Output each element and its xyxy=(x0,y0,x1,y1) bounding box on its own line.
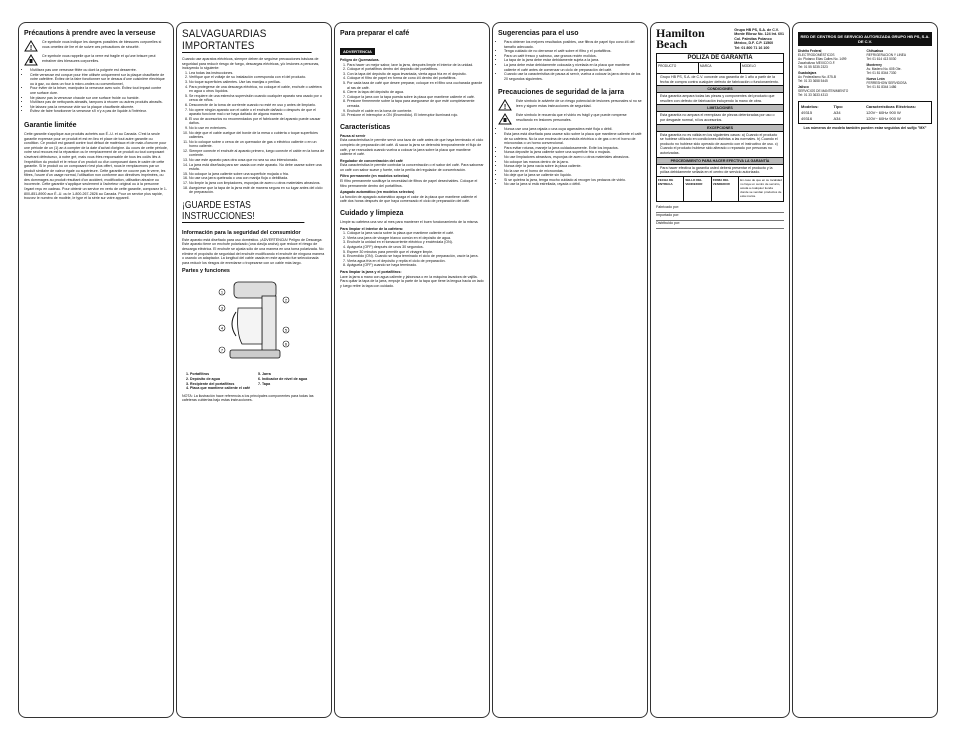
product-field[interactable]: PRODUCTO xyxy=(657,63,699,73)
fr-warning-2: Ce symbole vous rappelle que la verre est fragile et qu'une brisure peut entraîner des blessures corporelles. xyxy=(24,54,168,66)
fr-guarantee-text: Cette garantie s'applique aux produits achetés aux É.-U. et au Canada. C'est la seule garantie expresse pour ce produit et est en lieu et place de tout autre garantie ou condition. Ce produit est garanti contre tout défaut de matériaux et de main-d'oeuvre pour une période de un (1) an à compter de la date d'achat d'origine. Au cours de cette période, votre seul recours est la réparation ou le remplacement de ce produit ou tout composant s'avérant défectueux, à notre gré, mais vous êtes responsable de tous les coûts liés à l'expédition du produit et le retour d'un produit ou d'un composant dans le cadre de cette garantie. Si le produit ou un composant n'est plus offert, nous le remplacerons par un produit similaire de valeur égale ou supérieure. Cette garantie ne couvre pas le verre, les filtres, l'usure d'un usage normal, l'utilisation non conforme aux directives imprimées, ou des dommages au produit résultant d'un accident, modification, utilisation abusive ou incorrecte. Cette garantie s'applique seulement à l'acheteur original ou à la personne l'ayant reçu en cadeau. Pour obtenir un service en vertu de cette garantie, composez le 1-800-851-8900 aux É.-U. ou le 1-800-267-2826 au Canada. Pour un service plus rapide, trouvez le numéro de modèle, le type et la série sur votre appareil. xyxy=(24,131,168,201)
page-service-centers xyxy=(792,22,938,718)
svg-text:3: 3 xyxy=(220,305,224,311)
manufacturer-line[interactable]: Fabricado por: xyxy=(656,205,784,213)
service-network-title: RED DE CENTROS DE SERVICIO AUTORIZADA GRUPO HB PS, S.A. DE C.V. xyxy=(798,32,932,46)
sug-title: Sugerencias para el uso xyxy=(498,30,579,37)
page-suggestions: Sugerencias para el uso • Para obtener los mejores resultados posibles, use filtros de papel tipo cono #4 del tamaño adecuado. • Tenga cuidado de no derramar el café sobre el filtro y el portafiltros. • Para un café fresco y sabroso, use granos recién molidos. • La tapa de la jarra debe estar debidamente sujeta a la jarra. • La jarra debe estar debidamente colocada y nivelada en la placa que mantiene caliente el café antes de comenzar un ciclo de preparación del café. • Cuando use la característica de pausa al servir, vuelva a colocar la jarra dentro de los 20 segundos siguientes. Precauciones de seguridad de la jarra ! Este símbolo le advierte de un riesgo potencial de lesiones personales si no se leen y siguen estas instrucciones de seguridad. Este símbolo le recuerda que el vidrio es frágil y que puede romperse resultando en lesiones personales. • Nunca use una jarra rajada o una cuya agarradera esté floja o débil. • Esta jarra está diseñada para usarse sólo sobre la placa que mantiene caliente el café de su cafetera. No la use encima de una estufa eléctrica o de gas o en el horno de microondas o un horno convencional. • Para evitar roturas, maneje la jarra cuidadosamente. Evite los impactos. • Nunca deposite la jarra caliente sobre una superficie fría o mojada. • No use limpiadores abrasivos, esponjas de acero u otros materiales abrasivos. • No coloque las manos dentro de la jarra. • Nunca deje la jarra vacía sobre la placa caliente. • No la use en el horno de microondas. • No deje que la jarra se caliente sin líquido. • Si se quiebra la jarra, tenga mucho cuidado al recoger los pedazos de vidrio. • No use la jarra si está estrellada, rayada o débil. xyxy=(492,22,648,718)
glass-warning-icon xyxy=(24,54,38,66)
care-title: Cuidado y limpieza xyxy=(340,210,404,218)
jarra-bullets: • Nunca use una jarra rajada o una cuya agarradera esté floja o débil. • Esta jarra está diseñada para usarse sólo sobre la placa que mantiene caliente el café de su cafetera. No la use encima de una estufa eléctrica o de gas o en el horno de microondas o un horno convencional. • Para evitar roturas, maneje la jarra cuidadosamente. Evite los impactos. • Nunca deposite la jarra caliente sobre una superficie fría o mojada. • No use limpiadores abrasivos, esponjas de acero u otros materiales abrasivos. • No coloque las manos dentro de la jarra. • Nunca deje la jarra vacía sobre la placa caliente. • No la use en el horno de microondas. • No deje que la jarra se caliente sin líquido. • Si se quiebra la jarra, tenga mucho cuidado al recoger los pedazos de vidrio. • No use la jarra si está estrellada, rayada o débil. xyxy=(498,127,642,187)
glass-warning-icon xyxy=(498,113,512,125)
page-french xyxy=(18,22,174,718)
company-address: Grupo HB PS, S.A. de C.V. Monte Elbruz No. 124 Int. 601 Col. Palmitas Polanco México, D.F. C.P. 11560 Tel: 01 800 71 16 100 xyxy=(734,28,784,50)
prep-steps: 1. Para hacer un mejor sabor, lave la jarra, después limpie el interior de la unidad. 2. Coloque el portafiltros dentro del depósito del portafiltros. 3. Con la tapa del depósito de agua levantada, vierta agua fría en el depósito. 4. Coloque el filtro de papel en forma de cono #4 dentro del portafiltros. 5. Por cada taza de café que desee preparar, coloque en el filtro una cucharada grande al ras de café. 6. Cierre la tapa del depósito de agua. 7. Coloque la jarra con la tapa puesta sobre la placa que mantiene caliente el café. 8. Presione firmemente sobre la tapa para asegurarse de que esté completamente cerrada. 9. Enchufe el cable en la toma de corriente. 10. Presione el interruptor a ON (Encendido). El interruptor iluminará rojo. xyxy=(340,63,484,118)
hamilton-beach-logo: Hamilton Beach xyxy=(656,26,705,51)
es-title: SALVAGUARDIAS IMPORTANTES xyxy=(182,28,312,53)
coffeemaker-illustration-icon xyxy=(214,278,294,368)
importer-line[interactable]: Importado por: xyxy=(656,213,784,221)
seller-signature-field[interactable]: FIRMA DEL VENDEDOR xyxy=(712,177,739,201)
service-centers-col-1: Distrito Federal ELECTRODOMÉSTICOS Av. Plutarco Elías Calles No. 1499 Zacahuitzco MEXICO D.F. Tel: 01 55 5235 2323 Guadalajara Av. Federalismo No. 875-B Tel: 01 33 3658 5445 Jalisco SERVICIOS DE MANTENIMIENTO Tel: 01 33 3633 4313 xyxy=(798,49,849,97)
svg-text:1: 1 xyxy=(220,289,224,295)
warning-triangle-icon xyxy=(24,40,38,52)
fr-title: Précautions à prendre avec la verseuse xyxy=(24,30,156,37)
fr-bullets: • N'utilisez pas une verseuse fêlée ou dont la poignée est desserrée. • Cette verseuse est conçue pour être utilisée uniquement sur la plaque chauffante de votre cafetière. Évitez de la faire fonctionner sur le dessus d'une cuisinière électrique ou à gaz, ou dans un four à micro-ondes ou conventionnel. • Pour éviter de la briser, manipulez la verseuse avec soin. Évitez tout impact contre une surface dure. • Ne placez pas la verseuse chaude sur une surface froide ou humide. • N'utilisez pas de nettoyants abrasifs, tampons à récurer ou autres produits abrasifs. • Ne laissez pas la verseuse vide sur la plaque chauffante allumée. • Évitez de faire fonctionner la verseuse s'il n'y a pas de liquide à l'intérieur. xyxy=(24,68,168,114)
jarra-title: Precauciones de seguridad de la jarra xyxy=(498,89,625,97)
warranty-box: PÓLIZA DE GARANTÍA PRODUCTO MARCA MODELO Grupo HB PS, S.A. de C.V. concede una garantía de 1 año a partir de la fecha de compra contra cualquier defecto de fabricación o funcionamiento. CONDICIONES Esta garantía ampara todas las piezas y componentes del producto que resulten con defecto de fabricación incluyendo la mano de obra. LIMITACIONES Esta garantía no ampara el reemplazo de piezas deterioradas por uso o por desgaste normal, ni los accesorios. EXCEPCIONES Esta garantía no es válida en los siguientes casos: a) Cuando el producto se hubiese utilizado en condiciones distintas a las normales. b) Cuando el producto no hubiese sido operado de acuerdo con el instructivo de uso. c) Cuando el producto hubiese sido alterado o reparado por personas no autorizadas. PROCEDIMIENTO PARA HACER EFECTIVA LA GARANTÍA Para hacer efectiva la garantía usted deberá presentar el producto y la póliza debidamente sellada en el centro de servicio autorizado. FECHA DE ENTREGA SELLO DEL VENDEDOR FIRMA DEL VENDEDOR En caso de que en su localidad no haya un centro de servicio, acuda a cualquier tienda donde se vendan productos de esta marca. xyxy=(656,53,784,202)
svg-text:!: ! xyxy=(503,104,507,112)
prep-title: Para preparar el café xyxy=(340,30,410,37)
parts-note: NOTA: La ilustración hace referencia a los principales componentes para todas las cafeteras cubiertas bajo estas instrucciones. xyxy=(182,393,314,403)
es-info-text: Este aparato está diseñado para uso doméstico. ¡ADVERTENCIA! Peligro de Descarga: Este aparato tiene un enchufe polarizado (una clavija ancha) que reduce el riesgo de descarga eléctrica. El enchufe se ajusta sólo de una manera en una toma polarizada. No elimine el propósito de seguridad del enchufe modificando el enchufe de ninguna manera o usando un adaptador. La longitud del cable usada en este aparato fue seleccionada para reducir los riesgos de enredarse o tropezarse con un cable más largo. xyxy=(182,237,325,265)
models-table: Modelos: Tipo: Características Eléctricas: 49315 A34 120V~ 60Hz 900 W 49316 A34 120V~ 60Hz 900 W xyxy=(798,101,932,124)
warning-triangle-icon xyxy=(498,99,512,111)
es-save-instructions: ¡GUARDE ESTAS INSTRUCCIONES! xyxy=(182,200,304,223)
service-centers-col-2: Chihuahua REFRIGERACION Y LINEA Tel: 01 614 413 5030 Monterrey Av. Madero No. 605 Ote. Tel: 01 81 8344 7330 Nuevo León FERRESHOW SERVIDOSA Tel: 01 81 8344 1486 xyxy=(866,49,907,89)
svg-text:5: 5 xyxy=(284,327,288,333)
model-field[interactable]: MODELO xyxy=(742,64,756,69)
page-safeguards xyxy=(176,22,332,718)
fr-warning-1: ! Ce symbole vous indique les dangers possibles de blessures corporelles si vous omettez de lire et de suivre ces précautions de sécurité. xyxy=(24,40,168,52)
svg-text:2: 2 xyxy=(284,297,288,303)
distributor-line[interactable]: Distribuido por: xyxy=(656,221,784,229)
svg-text:!: ! xyxy=(29,45,33,52)
es-parts-title: Partes y funciones xyxy=(182,268,230,275)
page-preparation: Para preparar el café ADVERTENCIA Peligro de Quemadura. 1. Para hacer un mejor sabor, lave la jarra, después limpie el interior de la unidad. 2. Coloque el portafiltros dentro del depósito del portafiltros. 3. Con la tapa del depósito de agua levantada, vierta agua fría en el depósito. 4. Coloque el filtro de papel en forma de cono #4 dentro del portafiltros. 5. Por cada taza de café que desee preparar, coloque en el filtro una cucharada grande al ras de café. 6. Cierre la tapa del depósito de agua. 7. Coloque la jarra con la tapa puesta sobre la placa que mantiene caliente el café. 8. Presione firmemente sobre la tapa para asegurarse de que esté completamente cerrada. 9. Enchufe el cable en la toma de corriente. 10. Presione el interruptor a ON (Encendido). El interruptor iluminará rojo. Características Pausa al servir Esta característica le permite servir una taza de café antes de que haya terminado el ciclo completo de preparación del café. Al sacar la jarra se detendrá temporalmente el flujo de café, y se reanudará cuando vuelva a colocar la jarra sobre la placa que mantiene caliente el café. Regulador de concentración del café Esta característica le permite controlar la concentración o el sabor del café. Para saborear un café con sabor suave y fuerte, rote la perilla del regulador de concentración. Filtro permanente (en modelos selectos) El filtro permanente sustituye la necesidad de filtros de papel desechables. Coloque el filtro permanente dentro del portafiltros. Apagado automático (en modelos selectos) La función de apagado automático apaga el calor de la placa que mantiene caliente el café dos horas después de que haya comenzado el ciclo de preparación del café. Cuidado y limpieza Limpie su cafetera una vez al mes para mantener el buen funcionamiento de la misma. Para limpiar el interior de la cafetera: 1. Coloque la jarra vacía sobre la placa que mantiene caliente el café. 2. Vierta una jarra de vinagre blanco común en el depósito de agua. 3. Enchufe la unidad en el tomacorriente eléctrico y enciéndala (ON). 4. Apáguela (OFF) después de unos 30 segundos. 5. Espere 30 minutos para permitir que el vinagre limpie. 6. Encendido (ON). Cuando se haya terminado el ciclo de preparación, vacíe la jarra. 7. Vierta agua fría en el depósito y repita el ciclo de preparación. 8. Apáguela (OFF) cuando se haya terminado. Para limpiar la jarra y el portafiltros: Lave la jarra a mano con agua caliente y jabonosa o en la máquina lavadora de vajilla. Para quitar la tapa de la jarra, empuje la parte de la tapa que tiene la lengua hacia un lado y luego retire la tapa con cuidado. xyxy=(334,22,490,718)
fr-guarantee-title: Garantie limitée xyxy=(24,121,77,129)
characteristics-title: Características xyxy=(340,123,391,131)
models-note: Los números de modelo también pueden estar seguidos del sufijo "MX" xyxy=(803,126,927,130)
es-safeguard-list: 1. Lea todas las instrucciones. 2. Verifique que el voltaje de su instalación corresponda con el del producto. 3. No toque superficies calientes. Use las manijas o perillas. 4. Para protegerse de una descarga eléctrica, no coloque el cable, enchufe o cafetera en agua u otros líquidos. 5. Se requiere de una estrecha supervisión cuando cualquier aparato sea usado por o cerca de niños. 6. Desconecte de la toma de corriente cuando no esté en uso y antes de limpiarlo. 7. No opere ningún aparato con el cable o el enchufe dañado o después de que el aparato funcione mal o se haya dañado de alguna manera. 8. El uso de accesorios no recomendados por el fabricante del aparato puede causar daños. 9. No lo use en exteriores. 10. No deje que el cable cuelgue del borde de la mesa o cubierta o toque superficies calientes. 11. No lo coloque sobre o cerca de un quemador de gas o eléctrico caliente o en un horno caliente. 12. Siempre conecte el enchufe al aparato primero, luego conecte el cable en la toma de corriente. 13. No use este aparato para otra cosa que no sea su uso intencionado. 14. La jarra está diseñada para ser usada con este aparato. No debe usarse sobre una estufa. 15. No coloque la jarra caliente sobre una superficie mojada o fría. 16. No use una jarra quebrada o una con manija floja o debilitada. 17. No limpie la jarra con limpiadores, esponjas de acero u otros materiales abrasivos. 18. Asegúrese que la tapa de la jarra esté de manera segura en su lugar antes del ciclo de preparación. xyxy=(182,71,326,195)
sug-bullets: • Para obtener los mejores resultados posibles, use filtros de papel tipo cono #4 del tamaño adecuado. • Tenga cuidado de no derramar el café sobre el filtro y el portafiltros. • Para un café fresco y sabroso, use granos recién molidos. • La tapa de la jarra debe estar debidamente sujeta a la jarra. • La jarra debe estar debidamente colocada y nivelada en la placa que mantiene caliente el café antes de comenzar un ciclo de preparación del café. • Cuando use la característica de pausa al servir, vuelva a colocar la jarra dentro de los 20 segundos siguientes. xyxy=(498,40,642,81)
svg-text:4: 4 xyxy=(220,325,224,331)
cleaning-steps: 1. Coloque la jarra vacía sobre la placa que mantiene caliente el café. 2. Vierta una jarra de vinagre blanco común en el depósito de agua. 3. Enchufe la unidad en el tomacorriente eléctrico y enciéndala (ON). 4. Apáguela (OFF) después de unos 30 segundos. 5. Espere 30 minutos para permitir que el vinagre limpie. 6. Encendido (ON). Cuando se haya terminado el ciclo de preparación, vacíe la jarra. 7. Vierta agua fría en el depósito y repita el ciclo de preparación. 8. Apáguela (OFF) cuando se haya terminado. xyxy=(340,231,484,268)
brand-field[interactable]: MARCA xyxy=(699,63,741,73)
es-intro: Cuando use aparatos eléctricos, siempre deben de seguirse precauciones básicas de seguridad para reducir riesgo de fuego, descargas eléctricas, y/o lesiones a personas, incluyendo lo siguiente: xyxy=(182,57,320,71)
svg-text:7: 7 xyxy=(220,347,224,353)
warning-badge: ADVERTENCIA xyxy=(340,48,375,55)
svg-text:6: 6 xyxy=(284,341,288,347)
delivery-date-field[interactable]: FECHA DE ENTREGA xyxy=(657,177,684,201)
page-warranty xyxy=(650,22,790,718)
es-info-title: Información para la seguridad del consumidor xyxy=(182,229,301,236)
parts-list: 1. Portafiltros 5. Jarra 2. Depósito de agua 6. Indicador de nivel de agua 3. Recipiente del portafiltros 7. Tapa 4. Placa que mantiene caliente el café xyxy=(186,372,308,391)
seller-stamp-field[interactable]: SELLO DEL VENDEDOR xyxy=(684,177,711,201)
